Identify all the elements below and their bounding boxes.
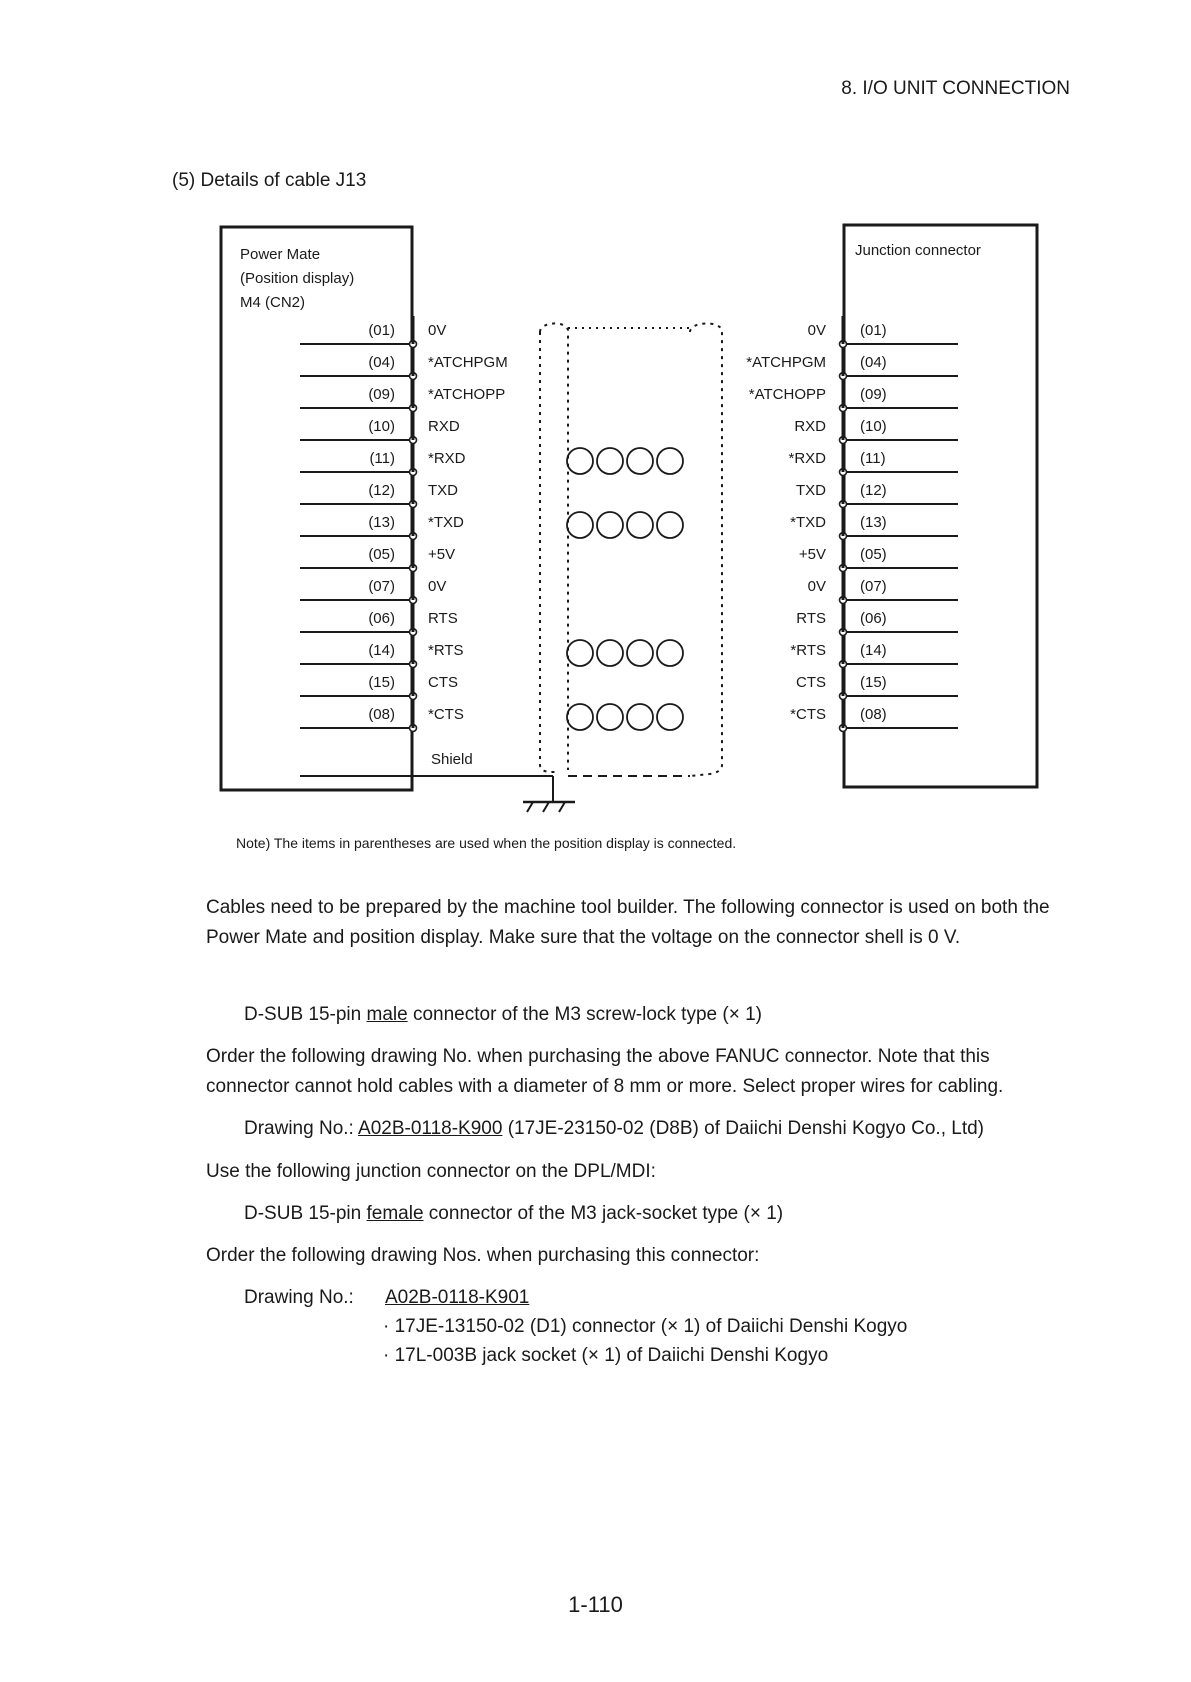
left-signal-name: RXD (428, 418, 460, 435)
signal-row (300, 700, 958, 732)
dsub-male-keyword: male (366, 1004, 408, 1025)
drawing-no-2-item-2: · 17L-003B jack socket (× 1) of Daiichi Denshi Kogyo (383, 1345, 829, 1366)
left-signal-name: 0V (428, 578, 447, 595)
left-signal-name: *TXD (428, 514, 464, 531)
left-pin-number: (01) (368, 322, 395, 339)
signal-row (300, 348, 958, 380)
right-pin-number: (05) (860, 546, 887, 563)
page-number: 1-110 (568, 1592, 623, 1617)
left-pin-number: (15) (368, 674, 395, 691)
signal-row (300, 412, 958, 444)
signal-row (300, 316, 958, 348)
twisted-pair-coil (567, 704, 683, 730)
right-signal-name: *ATCHPGM (746, 354, 826, 371)
left-signal-name: 0V (428, 322, 447, 339)
left-signal-name: TXD (428, 482, 458, 499)
left-signal-name: *CTS (428, 706, 464, 723)
drawing-no-2-item-1: · 17JE-13150-02 (D1) connector (× 1) of Daiichi Denshi Kogyo (383, 1316, 908, 1337)
running-header: 8. I/O UNIT CONNECTION (841, 78, 1070, 99)
right-signal-name: RXD (794, 418, 826, 435)
left-pin-number: (14) (368, 642, 395, 659)
left-pin-number: (06) (368, 610, 395, 627)
paragraph-3: Use the following junction connector on the DPL/MDI: (206, 1161, 656, 1182)
left-signal-name: RTS (428, 610, 458, 627)
right-pin-number: (08) (860, 706, 887, 723)
dsub-female-keyword: female (366, 1203, 424, 1224)
diagram-note: Note) The items in parentheses are used when the position display is connected. (236, 835, 737, 851)
signal-row (300, 572, 958, 604)
paragraph-4: Order the following drawing Nos. when purchasing this connector: (206, 1245, 760, 1266)
twisted-pair-marks (567, 448, 683, 730)
right-pin-number: (14) (860, 642, 887, 659)
signal-row (300, 476, 958, 508)
ground-hatch-1 (527, 802, 533, 812)
dsub-male-pre: D-SUB 15-pin (244, 1004, 367, 1025)
ground-hatch-2 (543, 802, 549, 812)
right-signal-name: *ATCHOPP (748, 386, 826, 403)
right-signal-name: *TXD (790, 514, 826, 531)
signal-row (300, 668, 958, 700)
signal-row (300, 540, 958, 572)
dsub-male-line (244, 1000, 762, 1030)
right-signal-name: TXD (796, 482, 826, 499)
signal-rows (300, 316, 958, 732)
paragraph-1: Cables need to be prepared by the machine tool builder. The following connector is used on both the Power Mate and position display. Make sure that the voltage on the connector shell is 0 V. (206, 897, 1050, 948)
right-pin-number: (13) (860, 514, 887, 531)
dsub-female-post: connector of the M3 jack-socket type (× 1) (423, 1203, 784, 1224)
paragraph-2: Order the following drawing No. when purchasing the above FANUC connector. Note that this connector cannot hold cables with a diameter of 8 mm or more. Select proper wires for cabling. (206, 1046, 1004, 1097)
drawing-no-2-number: A02B-0118-K901 (385, 1287, 530, 1308)
left-signal-name: CTS (428, 674, 458, 691)
right-pin-number: (07) (860, 578, 887, 595)
right-pin-number: (12) (860, 482, 887, 499)
right-signal-name: +5V (798, 546, 826, 563)
right-signal-name: *RXD (788, 450, 826, 467)
shield-braid-left (540, 323, 568, 772)
left-pin-number: (12) (368, 482, 395, 499)
drawing-no-2-label: Drawing No.: (244, 1287, 354, 1308)
left-box-title-1: Power Mate (240, 246, 321, 263)
right-pin-number: (01) (860, 322, 887, 339)
right-signal-name: 0V (807, 322, 826, 339)
shield-braid-right (690, 323, 722, 776)
left-signal-name: *ATCHPGM (428, 354, 508, 371)
signal-row (300, 604, 958, 636)
left-box-title-3: M4 (CN2) (240, 294, 306, 311)
signal-row (300, 636, 958, 668)
left-pin-number: (07) (368, 578, 395, 595)
right-pin-number: (09) (860, 386, 887, 403)
twisted-pair-coil (567, 512, 683, 538)
junction-connector-box (844, 225, 1037, 787)
right-pin-number: (11) (860, 450, 886, 467)
right-signal-name: RTS (796, 610, 826, 627)
ground-hatch-3 (559, 802, 565, 812)
right-signal-name: 0V (807, 578, 826, 595)
left-pin-number: (09) (368, 386, 395, 403)
drawing-no-1-label: Drawing No.: (244, 1118, 359, 1139)
left-pin-number: (05) (368, 546, 395, 563)
left-pin-number: (10) (368, 418, 395, 435)
left-signal-name: *ATCHOPP (428, 386, 506, 403)
signal-row (300, 444, 958, 476)
left-pin-number: (04) (368, 354, 395, 371)
right-pin-number: (15) (860, 674, 887, 691)
section-title: (5) Details of cable J13 (172, 170, 367, 191)
right-signal-name: *RTS (790, 642, 826, 659)
twisted-pair-coil (567, 640, 683, 666)
drawing-no-1 (244, 1114, 984, 1144)
dsub-male-post: connector of the M3 screw-lock type (× 1) (407, 1004, 762, 1025)
left-box-title-2: (Position display) (240, 270, 355, 287)
left-pin-number: (11) (369, 450, 395, 467)
shield-label: Shield (431, 751, 473, 768)
left-signal-name: *RTS (428, 642, 464, 659)
drawing-no-1-number: A02B-0118-K900 (358, 1118, 503, 1139)
right-pin-number: (06) (860, 610, 887, 627)
dsub-female-pre: D-SUB 15-pin (244, 1203, 367, 1224)
dsub-female-line (244, 1199, 783, 1229)
drawing-no-1-detail: (17JE-23150-02 (D8B) of Daiichi Denshi Kogyo Co., Ltd) (502, 1118, 984, 1139)
left-pin-number: (13) (368, 514, 395, 531)
right-signal-name: *CTS (790, 706, 826, 723)
right-pin-number: (10) (860, 418, 887, 435)
right-signal-name: CTS (796, 674, 826, 691)
left-signal-name: +5V (428, 546, 456, 563)
left-pin-number: (08) (368, 706, 395, 723)
right-box-title: Junction connector (855, 242, 981, 259)
left-signal-name: *RXD (428, 450, 466, 467)
signal-row (300, 508, 958, 540)
signal-row (300, 380, 958, 412)
right-pin-number: (04) (860, 354, 887, 371)
twisted-pair-coil (567, 448, 683, 474)
